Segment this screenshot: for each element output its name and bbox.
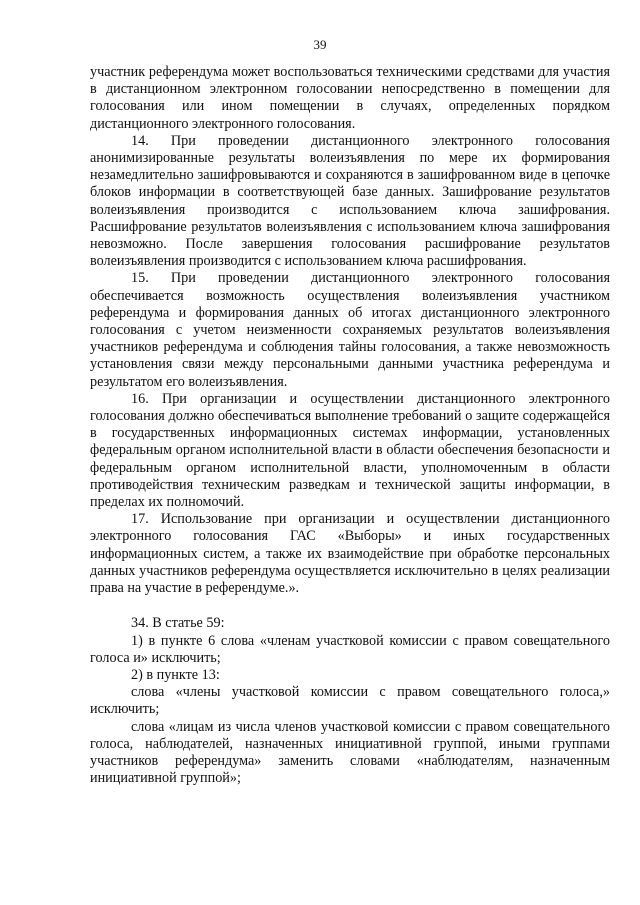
paragraph-17: 17. Использование при организации и осуществлении дистанционного электронного голосования ГАС «Выборы» и иных государственных информационных систем, а также их взаимодействие при обработке персональных данных участников референдума осуществляется исключительно в целях реализации права на участие в референдуме.».	[90, 511, 610, 597]
paragraph-16: 16. При организации и осуществлении дистанционного электронного голосования должно обеспечиваться выполнение требований о защите содержащейся в государственных информационных системах информации, установленных федеральным органом исполнительной власти в области обеспечения безопасности и федеральным органом исполнительной власти, уполномоченным в области противодействия техническим разведкам и технической защиты информации, в пределах их полномочий.	[90, 390, 610, 511]
paragraph: участник референдума может воспользоваться техническими средствами для участия в дистанционном электронном голосовании непосредственно в помещении для голосования или ином помещении в случаях, определенных порядком дистанционного электронного голосования.	[90, 64, 610, 132]
amendment-item: слова «лицам из числа членов участковой комиссии с правом совещательного голоса, наблюдателей, назначенных инициативной группой, иными группами участников референдума» заменить словами «наблюдателям, назначенным инициативной группой»;	[90, 718, 610, 787]
section-spacer	[90, 597, 610, 615]
amendment-item: 1) в пункте 6 слова «членам участковой комиссии с правом совещательного голоса и» исключить;	[90, 632, 610, 666]
amendment-item: слова «члены участковой комиссии с правом совещательного голоса,» исключить;	[90, 684, 610, 718]
document-body	[90, 64, 610, 787]
paragraph-14: 14. При проведении дистанционного электронного голосования анонимизированные результаты волеизъявления по мере их формирования незамедлительно зашифровываются и сохраняются в зашифрованном виде в цепочке блоков информации в соответствующей базе данных. Зашифрование результатов волеизъявления производится с использованием ключа зашифрования. Расшифрование результатов волеизъявления с использованием ключа зашифрования невозможно. После завершения голосования расшифрование результатов волеизъявления производится с использованием ключа расшифрования.	[90, 132, 610, 270]
paragraph-15: 15. При проведении дистанционного электронного голосования обеспечивается возможность осуществления волеизъявления участником референдума и формирования данных об итогах дистанционного электронного голосования с учетом неизменности сохраняемых результатов волеизъявления участников референдума и соблюдения тайны голосования, а также невозможность установления связи между персональными данными участника референдума и результатом его волеизъявления.	[90, 270, 610, 390]
amendment-item: 2) в пункте 13:	[131, 666, 220, 683]
amendment-heading: 34. В статье 59:	[131, 615, 225, 632]
page-number: 39	[313, 37, 327, 52]
